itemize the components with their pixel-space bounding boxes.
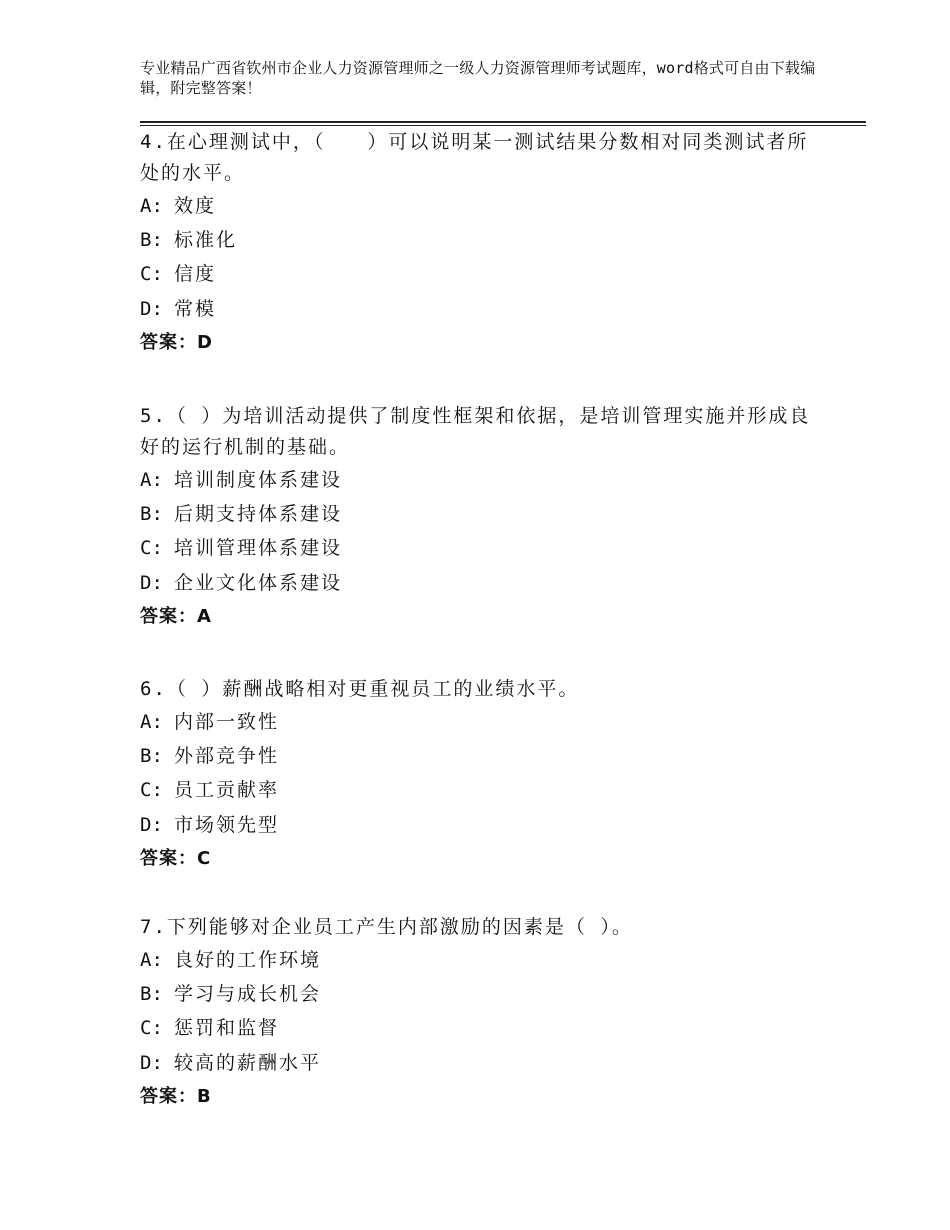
option-letter: D: — [140, 571, 163, 594]
question-text: 4.在心理测试中，（ ）可以说明某一测试结果分数相对同类测试者所处的水平。 — [140, 131, 809, 184]
option-letter: B: — [140, 983, 163, 1006]
option-text: 效度 — [174, 195, 217, 217]
option-d — [140, 1046, 820, 1080]
question-4 — [140, 127, 820, 360]
option-d — [140, 292, 820, 326]
option-c — [140, 1011, 820, 1045]
option-letter: A: — [140, 949, 163, 971]
option-a — [140, 943, 820, 977]
option-letter: B: — [140, 503, 163, 526]
option-letter: C: — [140, 779, 163, 802]
option-letter: C: — [140, 263, 163, 286]
option-text: 常模 — [174, 297, 217, 320]
option-b — [140, 223, 820, 257]
answer: 答案：A — [140, 605, 212, 627]
option-text: 员工贡献率 — [174, 779, 280, 802]
answer: 答案：D — [140, 331, 213, 353]
question-text: 6.（ ）薪酬战略相对更重视员工的业绩水平。 — [140, 678, 580, 700]
question-7 — [140, 912, 820, 1114]
option-letter: C: — [140, 537, 163, 560]
option-text: 培训管理体系建设 — [174, 537, 343, 560]
option-a — [140, 463, 820, 497]
option-text: 较高的薪酬水平 — [174, 1051, 322, 1074]
option-a — [140, 189, 820, 223]
option-text: 外部竞争性 — [174, 745, 280, 768]
option-b — [140, 497, 820, 531]
header-title: 专业精品广西省钦州市企业人力资源管理师之一级人力资源管理师考试题库，word格式可自由下载编辑，附完整答案！ — [140, 59, 816, 97]
option-text: 学习与成长机会 — [174, 983, 322, 1006]
option-b — [140, 977, 820, 1011]
option-text: 惩罚和监督 — [174, 1017, 280, 1040]
option-letter: A: — [140, 711, 163, 733]
question-5 — [140, 401, 820, 634]
header-divider-thin — [140, 125, 866, 126]
header-divider-thick — [140, 121, 866, 123]
answer: 答案：C — [140, 847, 212, 869]
option-c — [140, 773, 820, 807]
option-c — [140, 531, 820, 565]
option-c — [140, 257, 820, 291]
option-text: 信度 — [174, 263, 217, 286]
answer: 答案：B — [140, 1085, 212, 1107]
option-text: 标准化 — [174, 229, 238, 252]
option-b — [140, 739, 820, 773]
question-6 — [140, 674, 820, 876]
option-text: 后期支持体系建设 — [174, 503, 343, 526]
question-text: 5.（ ）为培训活动提供了制度性框架和依据，是培训管理实施并形成良好的运行机制的基础。 — [140, 405, 811, 458]
option-letter: B: — [140, 229, 163, 252]
option-letter: A: — [140, 195, 163, 217]
option-d — [140, 808, 820, 842]
option-text: 内部一致性 — [174, 711, 280, 733]
option-a — [140, 705, 820, 739]
option-text: 市场领先型 — [174, 813, 280, 836]
option-d — [140, 566, 820, 600]
document-header — [140, 58, 830, 98]
option-text: 企业文化体系建设 — [174, 571, 343, 594]
option-letter: C: — [140, 1017, 163, 1040]
question-text: 7.下列能够对企业员工产生内部激励的因素是（ ）。 — [140, 916, 633, 938]
option-text: 良好的工作环境 — [174, 949, 322, 971]
option-text: 培训制度体系建设 — [174, 469, 343, 491]
option-letter: A: — [140, 469, 163, 491]
option-letter: D: — [140, 297, 163, 320]
option-letter: D: — [140, 1051, 163, 1074]
option-letter: B: — [140, 745, 163, 768]
option-letter: D: — [140, 813, 163, 836]
